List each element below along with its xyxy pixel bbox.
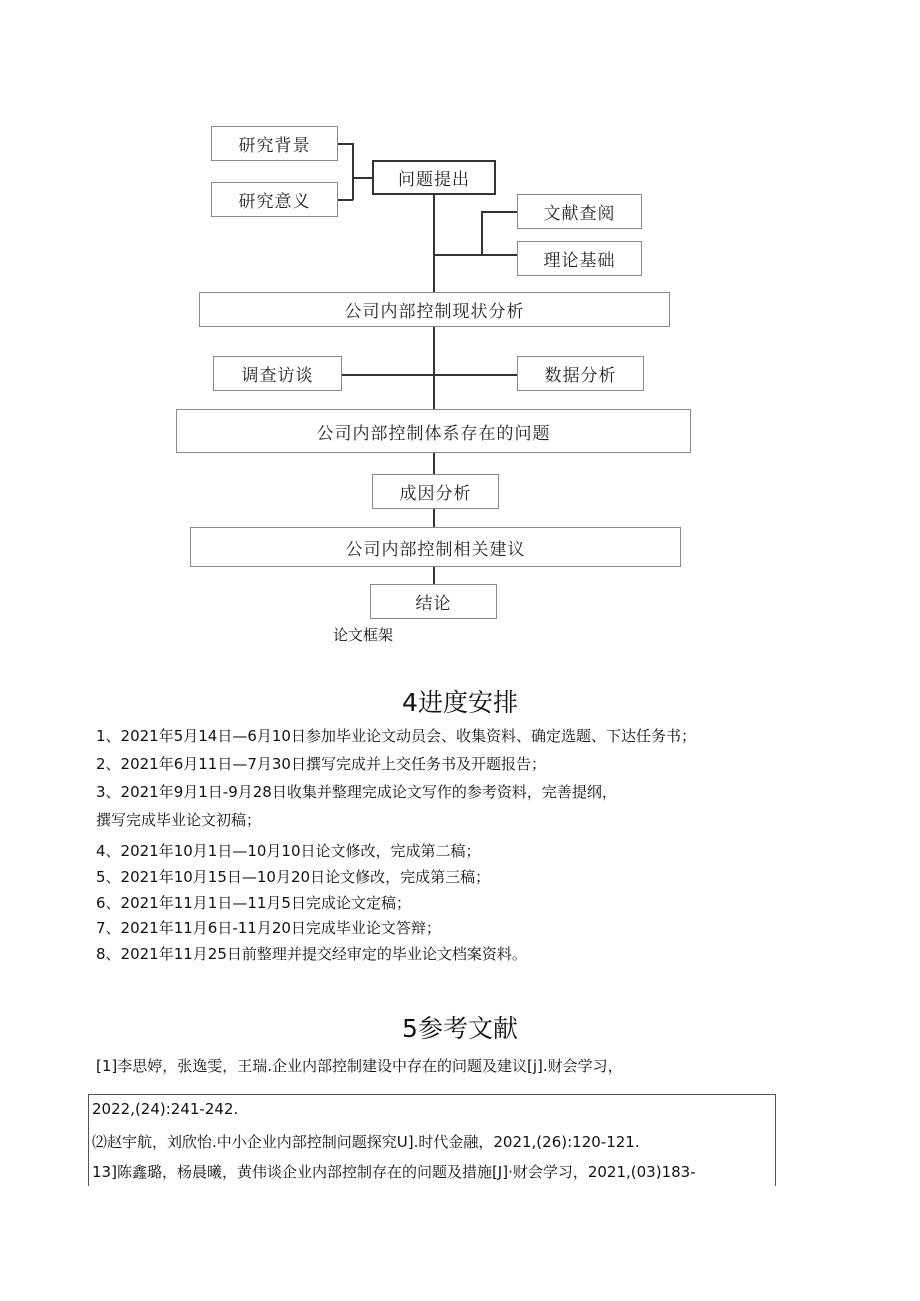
- schedule-item: 撰写完成毕业论文初稿；: [96, 811, 262, 829]
- schedule-item: 1、2021年5月14日—6月10日参加毕业论文动员会、收集资料、确定选题、下达任务书；: [96, 727, 696, 745]
- connector-line: [341, 374, 518, 376]
- box-conclusion: 结论: [370, 584, 497, 619]
- box-theoretical-basis: 理论基础: [517, 241, 642, 276]
- connector-line: [433, 326, 435, 410]
- box-system-problems: 公司内部控制体系存在的问题: [176, 409, 691, 453]
- schedule-item: 7、2021年11月6日-11月20日完成毕业论文答辩；: [96, 919, 441, 937]
- box-research-significance: 研究意义: [211, 182, 338, 217]
- box-research-background: 研究背景: [211, 126, 338, 161]
- box-data-analysis: 数据分析: [517, 356, 644, 391]
- box-status-analysis: 公司内部控制现状分析: [199, 292, 670, 327]
- connector-line: [337, 143, 353, 145]
- connector-line: [433, 194, 435, 293]
- reference-3: 13]陈鑫璐，杨晨曦，黄伟谈企业内部控制存在的问题及措施[J]·财会学习，2021,(03)183-: [92, 1163, 696, 1181]
- schedule-item: 6、2021年11月1日—11月5日完成论文定稿；: [96, 894, 411, 912]
- connector-line: [433, 254, 481, 256]
- schedule-item: 4、2021年10月1日—10月10日论文修改，完成第二稿；: [96, 842, 481, 860]
- connector-line: [337, 199, 353, 201]
- connector-line: [352, 143, 354, 200]
- box-cause-analysis: 成因分析: [372, 474, 499, 509]
- section5-heading: 5参考文献: [402, 1014, 518, 1043]
- reference-1-continued: 2022,(24):241-242.: [92, 1100, 239, 1118]
- connector-line: [433, 508, 435, 528]
- box-problem-statement: 问题提出: [372, 160, 496, 195]
- schedule-item: 2、2021年6月11日—7月30日撰写完成并上交任务书及开题报告；: [96, 755, 546, 773]
- schedule-item: 3、2021年9月1日-9月28日收集并整理完成论文写作的参考资料，完善提纲，: [96, 783, 617, 801]
- box-literature-review: 文献查阅: [517, 194, 642, 229]
- box-suggestions: 公司内部控制相关建议: [190, 527, 681, 567]
- schedule-item: 8、2021年11月25日前整理并提交经审定的毕业论文档案资料。: [96, 945, 527, 963]
- reference-1: [1]李思婷，张逸雯，王瑞.企业内部控制建设中存在的问题及建议[j].财会学习，: [96, 1057, 623, 1075]
- connector-line: [352, 177, 372, 179]
- box-survey-interview: 调查访谈: [213, 356, 342, 391]
- connector-line: [481, 211, 483, 255]
- connector-line: [433, 452, 435, 475]
- reference-2: ⑵赵宇航，刘欣怡.中小企业内部控制问题探究U].时代金融，2021,(26):120-121.: [92, 1133, 640, 1151]
- connector-line: [433, 566, 435, 585]
- connector-line: [481, 254, 517, 256]
- section4-heading: 4进度安排: [402, 688, 518, 717]
- schedule-item: 5、2021年10月15日—10月20日论文修改，完成第三稿；: [96, 868, 491, 886]
- flowchart-caption: 论文框架: [333, 626, 394, 644]
- connector-line: [481, 211, 517, 213]
